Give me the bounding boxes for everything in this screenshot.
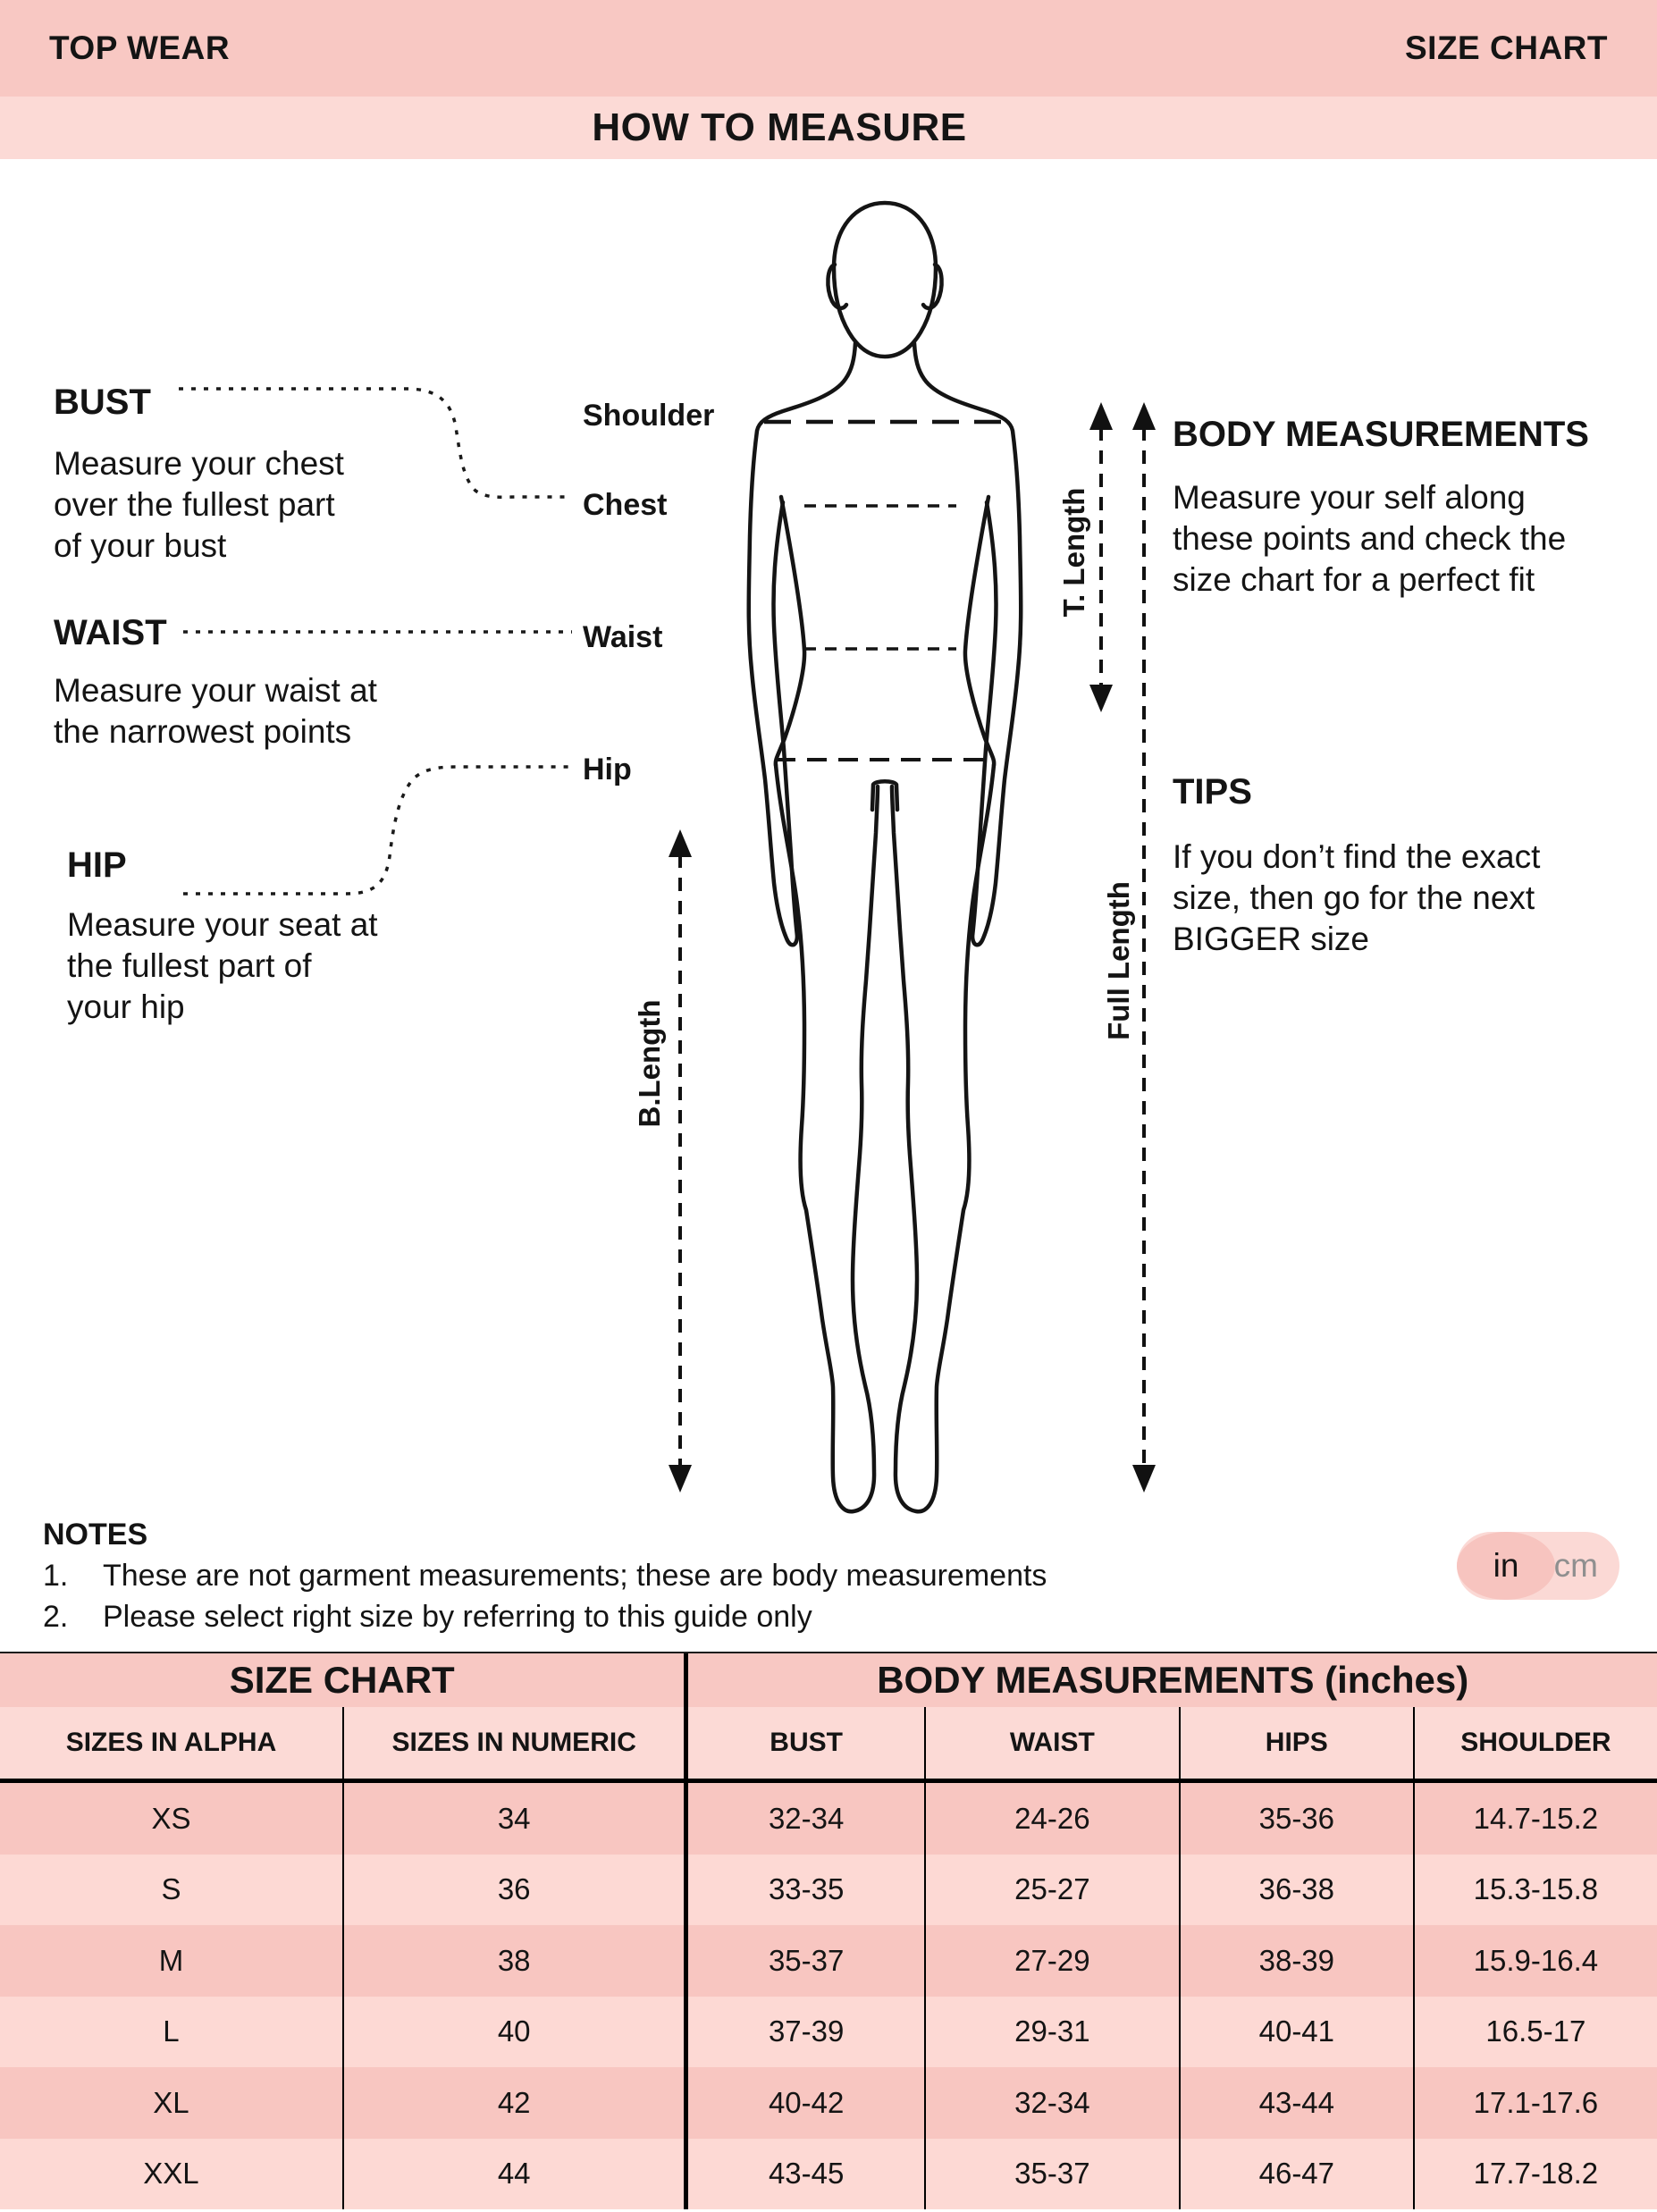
tips-line-1: If you don’t find the exact bbox=[1173, 838, 1541, 875]
table-cell: 36-38 bbox=[1180, 1855, 1414, 1926]
table-row bbox=[0, 1997, 1657, 2068]
unit-toggle[interactable] bbox=[1457, 1532, 1619, 1600]
bm-line-2: these points and check the bbox=[1173, 520, 1567, 557]
hip-line-3: your hip bbox=[67, 988, 185, 1025]
tips-line-2: size, then go for the next bbox=[1173, 879, 1535, 916]
table-cell: 14.7-15.2 bbox=[1473, 1801, 1599, 1835]
table-cell: 40-42 bbox=[686, 2067, 925, 2139]
b-length-label: B.Length bbox=[633, 999, 666, 1128]
col-header-bust: BUST bbox=[686, 1707, 925, 1781]
table-cell: M bbox=[0, 1925, 343, 1997]
table-row bbox=[0, 2139, 1657, 2210]
size-table-body bbox=[0, 1781, 1657, 2210]
table-cell: S bbox=[0, 1855, 343, 1926]
bm-line-1: Measure your self along bbox=[1173, 479, 1526, 516]
body-measurements-paragraph bbox=[1173, 477, 1566, 601]
note-text: Please select right size by referring to this guide only bbox=[103, 1600, 812, 1634]
b-length-arrowhead-bottom bbox=[669, 1465, 692, 1493]
head-outline bbox=[834, 203, 936, 357]
col-header-sizes-in-numeric: SIZES IN NUMERIC bbox=[343, 1707, 686, 1781]
t-length-arrowhead-top bbox=[1089, 402, 1113, 430]
bust-line-3: of your bust bbox=[54, 527, 227, 564]
waist-label: Waist bbox=[583, 620, 663, 654]
figure-measure-lines bbox=[764, 422, 1003, 760]
table-row bbox=[0, 1925, 1657, 1997]
unit-toggle-in-option[interactable]: in bbox=[1457, 1532, 1555, 1600]
bust-heading: BUST bbox=[54, 383, 151, 422]
table-cell: 32-34 bbox=[686, 1781, 925, 1855]
table-cell: L bbox=[0, 1997, 343, 2068]
waist-heading: WAIST bbox=[54, 613, 167, 652]
t-length-arrowhead-bottom bbox=[1089, 685, 1113, 712]
table-cell: XL bbox=[0, 2067, 343, 2139]
table-cell: 34 bbox=[343, 1781, 686, 1855]
table-cell: 15.3-15.8 bbox=[1473, 1872, 1599, 1906]
note-item-1 bbox=[43, 1559, 1047, 1594]
bm-line-3: size chart for a perfect fit bbox=[1173, 561, 1535, 598]
hip-heading: HIP bbox=[67, 845, 127, 885]
table-cell: 35-37 bbox=[925, 2139, 1180, 2210]
note-text: These are not garment measurements; these are body measurements bbox=[103, 1559, 1047, 1593]
col-header-waist: WAIST bbox=[925, 1707, 1180, 1781]
table-cell: 40 bbox=[343, 1997, 686, 2068]
table-row bbox=[0, 1781, 1657, 1855]
body-measurements-heading: BODY MEASUREMENTS bbox=[1173, 415, 1589, 454]
table-cell: 38 bbox=[343, 1925, 686, 1997]
table-cell: XS bbox=[0, 1781, 343, 1855]
table-cell: 29-31 bbox=[925, 1997, 1180, 2068]
hip-line-2: the fullest part of bbox=[67, 947, 312, 984]
bust-line-1: Measure your chest bbox=[54, 445, 344, 482]
col-header-hips: HIPS bbox=[1180, 1707, 1414, 1781]
table-cell: 40-41 bbox=[1180, 1997, 1414, 2068]
table-cell: 24-26 bbox=[925, 1781, 1180, 1855]
table-row bbox=[0, 2067, 1657, 2139]
size-table bbox=[0, 1652, 1657, 2209]
notes-heading: NOTES bbox=[43, 1518, 148, 1552]
table-group-header-row bbox=[0, 1653, 1657, 1707]
waist-paragraph bbox=[54, 670, 377, 753]
table-cell: 35-36 bbox=[1180, 1781, 1414, 1855]
hip-line-1: Measure your seat at bbox=[67, 906, 378, 943]
table-cell: 27-29 bbox=[925, 1925, 1180, 1997]
hip-label: Hip bbox=[583, 753, 632, 786]
table-cell: 42 bbox=[343, 2067, 686, 2139]
note-number: 1. bbox=[43, 1559, 69, 1593]
note-number: 2. bbox=[43, 1600, 69, 1634]
table-cell: XXL bbox=[0, 2139, 343, 2210]
table-cell: 17.7-18.2 bbox=[1473, 2157, 1599, 2191]
group-header-size-chart: SIZE CHART bbox=[0, 1653, 686, 1707]
category-title: TOP WEAR bbox=[49, 29, 231, 66]
shoulder-label: Shoulder bbox=[583, 399, 715, 433]
tips-heading: TIPS bbox=[1173, 772, 1252, 812]
how-to-measure-title: HOW TO MEASURE bbox=[592, 105, 967, 149]
table-row bbox=[0, 1855, 1657, 1926]
bust-paragraph bbox=[54, 443, 344, 567]
table-cell: 25-27 bbox=[925, 1855, 1180, 1926]
note-item-2 bbox=[43, 1600, 812, 1635]
waist-line-1: Measure your waist at bbox=[54, 672, 377, 709]
group-header-body-measurements: BODY MEASUREMENTS (inches) bbox=[686, 1653, 1657, 1707]
waist-line-2: the narrowest points bbox=[54, 713, 352, 750]
hip-paragraph bbox=[67, 904, 378, 1028]
chest-label: Chest bbox=[583, 488, 668, 522]
table-cell: 17.1-17.6 bbox=[1473, 2085, 1599, 2119]
table-cell: 36 bbox=[343, 1855, 686, 1926]
unit-toggle-cm-option[interactable]: cm bbox=[1553, 1547, 1598, 1584]
table-cell: 15.9-16.4 bbox=[1473, 1943, 1599, 1977]
full-length-arrowhead-top bbox=[1132, 402, 1156, 430]
hip-leader bbox=[183, 767, 568, 894]
table-cell: 46-47 bbox=[1180, 2139, 1414, 2210]
table-cell: 32-34 bbox=[925, 2067, 1180, 2139]
tips-paragraph bbox=[1173, 837, 1540, 960]
full-length-label: Full Length bbox=[1102, 881, 1135, 1040]
table-cell: 43-44 bbox=[1180, 2067, 1414, 2139]
col-header-sizes-in-alpha: SIZES IN ALPHA bbox=[0, 1707, 343, 1781]
table-cell: 35-37 bbox=[686, 1925, 925, 1997]
table-cell: 37-39 bbox=[686, 1997, 925, 2068]
full-length-arrowhead-bottom bbox=[1132, 1465, 1156, 1493]
bust-line-2: over the fullest part bbox=[54, 486, 335, 523]
col-header-shoulder: SHOULDER bbox=[1414, 1707, 1657, 1781]
b-length-arrowhead-top bbox=[669, 829, 692, 857]
table-cell: 43-45 bbox=[686, 2139, 925, 2210]
tips-line-3: BIGGER size bbox=[1173, 921, 1369, 957]
table-cell: 38-39 bbox=[1180, 1925, 1414, 1997]
table-cell: 16.5-17 bbox=[1485, 2014, 1586, 2048]
table-column-header-row bbox=[0, 1707, 1657, 1781]
table-cell: 44 bbox=[343, 2139, 686, 2210]
body-silhouette bbox=[749, 203, 1022, 1511]
t-length-label: T. Length bbox=[1057, 487, 1090, 618]
page-title: SIZE CHART bbox=[1405, 29, 1608, 66]
table-cell: 33-35 bbox=[686, 1855, 925, 1926]
